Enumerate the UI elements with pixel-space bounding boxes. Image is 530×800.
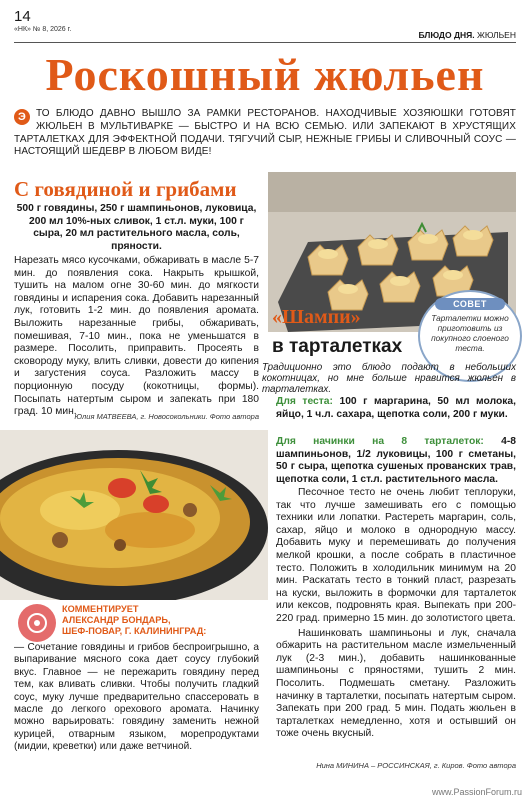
tip-text: Тарталетки можно приготовить из покупного слоеного теста. xyxy=(431,313,509,353)
recipe2-lede: Традиционно это блюдо подают в небольших кокотницах, но мне больше нравится жюльен в тарталетках. xyxy=(262,362,516,395)
recipe2-author: Нина МИНИНА – РОССИНСКАЯ, г. Киров. Фото автора xyxy=(316,761,516,770)
page-title: Роскошный жюльен xyxy=(45,49,485,100)
comment-heading-line2: АЛЕКСАНДР БОНДАРЬ, xyxy=(62,615,171,625)
filling-ingredients: 4-8 шампиньонов, 1/2 луковицы, 100 г сметаны, 50 г сыра, щепотка сушеных прованских трав, щепотка соли, 1 ст.л. растительного масла. xyxy=(276,436,517,485)
recipe2-title: «Шампи» xyxy=(272,306,361,328)
filling-label: Для начинки на 8 тарталеток: xyxy=(276,436,484,447)
intro-paragraph xyxy=(14,108,516,159)
recipe2-steps-dough: Песочное тесто не очень любит теплоруки, так что лучше замешивать его с помощью техники или лопатки. Растереть маргарин, соль, сахар, яйцо и молоко в однородную массу. Добавить муку и перемешивать до получения мелкой крошки, а после собрать в пластичное тесто. Положить в холодильник минимум на 20 мин. Раскатать тесто в тонкий пласт, разрезать на куски, выложить в формочки для тарталеток или кексов, подровнять края. Выпекать при 200-220 град. примерно 15 мин. до золотистого цвета. xyxy=(276,487,516,624)
recipe2-subtitle: в тарталетках xyxy=(272,336,403,357)
page-number: 14 xyxy=(14,8,31,25)
watermark: www.PassionForum.ru xyxy=(431,787,522,797)
tip-label: СОВЕТ xyxy=(435,298,505,310)
dough-ingredients: 100 г маргарина, 50 мл молока, яйцо, 1 ч.л. сахара, щепотка соли, 200 г муки. xyxy=(276,396,517,420)
recipe2-steps xyxy=(276,487,516,741)
dough-label: Для теста: xyxy=(276,396,333,407)
recipe1-ingredients: 500 г говядины, 250 г шампиньонов, луковица, 200 мл 10%-ных сливок, 1 ст.л. муки, 100 г сыра, 20 мл растительного масла, соль, пряности. xyxy=(16,203,257,252)
intro-text: ТО БЛЮДО ДАВНО ВЫШЛО ЗА РАМКИ РЕСТОРАНОВ. НАХОДЧИВЫЕ ХОЗЯЮШКИ ГОТОВЯТ ЖЮЛЬЕН В МУЛЬТИВАРКЕ — БЫСТРО И НА ВСЮ СЕМЬЮ. ИЛИ ЗАПЕКАЮТ В ХРУСТЯЩИХ ТАРТАЛЕТКАХ ДЛЯ ЭФФЕКТНОЙ ПОДАЧИ. ТЯГУЧИЙ СЫР, НЕЖНЫЕ ГРИБЫ И СЛИВОЧНЫЙ СОУС — НАСТОЯЩИЙ ШЕДЕВР В ЛЮБОМ ВИДЕ! xyxy=(14,108,516,158)
comment-heading xyxy=(62,604,206,637)
recipe1-author: Юлия МАТВЕЕВА, г. Новосокольники. Фото автора xyxy=(74,412,259,421)
section-label xyxy=(419,30,517,40)
recipe2-steps-filling: Нашинковать шампиньоны и лук, сначала обжарить на растительном масле измельченный лук (2-3 мин.), добавить нашинкованные шампиньоны с пряностями, тушить 2 мин. Посолить. Подмешать сметану. Разложить начинку в тарталетки, посыпать натертым сыром. Запекать при 200 град. 5 мин. Подать жюльен в тарталетках немедленно, хотя и остывший он тоже очень вкусный. xyxy=(276,627,516,740)
chef-comment-icon xyxy=(18,604,56,642)
comment-heading-line3: ШЕФ-ПОВАР, Г. КАЛИНИНГРАД: xyxy=(62,626,207,636)
julienne-pan-photo xyxy=(0,430,268,600)
header-divider xyxy=(14,42,516,43)
comment-heading-line1: КОММЕНТИРУЕТ xyxy=(62,604,139,614)
drop-cap: Э xyxy=(14,109,30,125)
recipe2-dough xyxy=(276,396,516,421)
comment-text: — Сочетание говядины и грибов беспроигрышно, а выпаривание мясного сока дает соусу глубокий вкус. Главное — не пережарить говядину перед тем, как вливать сливки. Чтобы получить гладкий соус, муку лучше предварительно спассеровать в масле до легкого орехового аромата. Начинку можно варьировать: говядину заменить нежной курицей, отварным языком, морепродуктами (мидии, креветки) или даже ветчиной. xyxy=(14,642,259,753)
recipe2-filling xyxy=(276,436,516,486)
recipe1-title: С говядиной и грибами xyxy=(14,177,237,201)
section-bold: БЛЮДО ДНЯ. xyxy=(418,30,475,40)
section-rest: ЖЮЛЬЕН xyxy=(474,30,516,40)
recipe1-steps: Нарезать мясо кусочками, обжаривать в масле 5-7 мин. до появления сока. Накрыть крышкой, тушить на малом огне 30-60 мин. до мягкости говядины и испарения сока. Добавить нарезанный лук, готовить 1-2 мин. до появления аромата. Выложить нарезанные грибы, обжаривать, помешивая, 7-10 мин., пока не уменьшатся в размере. Посолить, приправить. Просеять в сковороду муку, влить сливки, довести до кипения и загустения соуса. Разложить массу в порционную посуду (кокотницы, формы). Посыпать натертым сыром и запекать при 180 град. 10 мин. xyxy=(14,255,259,418)
issue-label: «НК» № 8, 2026 г. xyxy=(14,26,72,33)
